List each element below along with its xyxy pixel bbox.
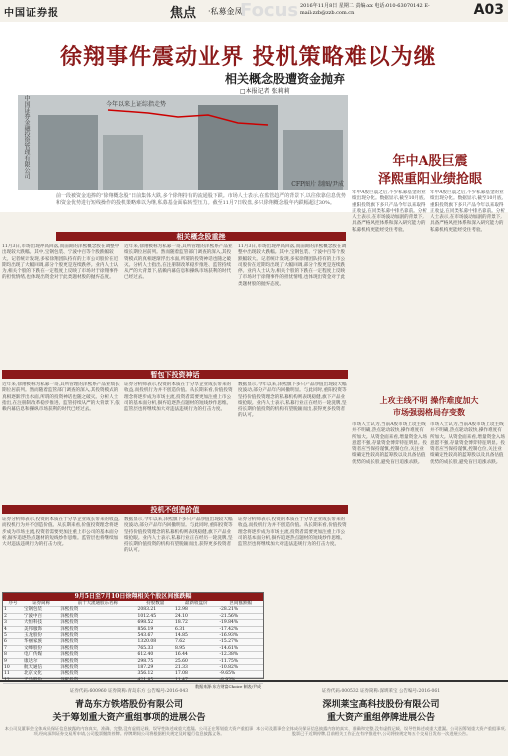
table-cell: 18.72: [174, 620, 219, 626]
table-body: [3, 607, 263, 684]
table-cell: 泽熙投资: [59, 677, 136, 683]
table-cell: 泽熙投资: [59, 633, 136, 639]
table-cell: 北京文化: [23, 671, 59, 677]
ad-left: [4, 688, 254, 756]
section-header-1: 相关概念股重挫: [56, 232, 346, 241]
table-cell: 5: [3, 633, 23, 639]
table-cell: 24.10: [174, 613, 219, 619]
table-cell: -15.27%: [218, 639, 263, 645]
header-meta: 2016年11月8日 星期二 责编:xx 电话:010-63070142 E-mail:zzb@zzb.com.cn: [300, 3, 430, 16]
table-cell: 421.85: [137, 677, 174, 683]
table-cell: 1320.08: [137, 639, 174, 645]
chart-side-label: 中国证券金融投资管理有限公司: [23, 95, 30, 179]
ad-right-body: 本公司及董事会全体成员保证信息披露内容的真实、准确和完整,没有虚假记载、误导性陈述或重大遗漏。公司因筹划重大资产重组事项,股票已于近期停牌,目前相关工作正在有序推进中,公司将按规定每五个交易日发布一次进展公告。: [256, 726, 506, 736]
page-number: A03: [473, 2, 504, 18]
table-cell: -9.65%: [218, 671, 263, 677]
subheadline: 相关概念股遭资金抛弃: [225, 72, 346, 86]
article-column-5: 证券分析师表示,投资的本质在于分享企业成长带来的收益,而投机行为并不创造价值。从长期来看,价值投资理念将逐步成为市场主流,投资者需要更加注重上市公司的基本面分析,摒弃追逐热点题材的短线炒作思维。监管层也将继续加大对违法违规行为的打击力度。: [124, 382, 233, 413]
table-cell: 6: [3, 639, 23, 645]
ad-left-title2: 关于筹划重大资产重组事项的进展公告: [52, 713, 206, 723]
table-cell: 泽熙投资: [59, 626, 136, 632]
right-section-header-2: 市场强弱格局存变数: [393, 407, 465, 417]
chart-caption: CFP图片 制图/尹成: [291, 181, 344, 188]
section-header-3: 投机不创造价值: [2, 505, 348, 514]
table-cell: 8.95: [174, 645, 219, 651]
table-cell: -11.75%: [218, 658, 263, 664]
table-cell: -28.21%: [218, 607, 263, 613]
chart-graphic: [18, 95, 348, 190]
table-cell: 宝钢包装: [23, 607, 59, 613]
ad-left-body: 本公司及董事会全体成员保证信息披露的内容真实、准确、完整,没有虚假记载、误导性陈述或重大遗漏。公司正在筹划重大资产重组事项,经向深圳证券交易所申请,公司股票继续停牌。停牌期间公司将根据相关规定及时履行信息披露义务。: [4, 726, 254, 736]
table-cell: 11: [3, 671, 23, 677]
table-cell: 8: [3, 652, 23, 658]
table-cell: 12.98: [174, 607, 219, 613]
table-cell: 17.08: [174, 671, 219, 677]
article-column-6: 数据显示,今年以来,泽熙旗下多只产品净值出现较大幅度波动,部分产品年内回撤明显。与此同时,重阳投资等坚持价值投资理念的私募机构则表现稳健,旗下产品业绩抢眼。业内人士表示,私募行业正在经历一轮洗牌,坚持长期价值投资的机构有望脱颖而出,获得更多投资者的认可。: [238, 382, 347, 419]
table-cell: 2083.21: [137, 607, 174, 613]
right-subheadline: 泽熙重阳业绩抢眼: [377, 172, 482, 187]
right-column-2: 年中A股巨震之后,不少私募基金的业绩出现分化。数据显示,截至10月底,重阳投资旗下多只产品今年以来取得正收益,在同类私募中排名靠前。分析人士表示,在市场波动加剧的背景下,具备严格风控体系和深入研究能力的私募机构更能经受住考验。: [430, 190, 505, 233]
table-cell: 泽熙投资: [59, 620, 136, 626]
table-cell: 天马股份: [23, 677, 59, 683]
table-cell: 856.19: [137, 626, 174, 632]
table-cell: 1012.45: [137, 613, 174, 619]
section-subtitle: ·私募金凤: [208, 7, 243, 16]
table-cell: 宁波中百: [23, 613, 59, 619]
table-cell: -10.82%: [218, 665, 263, 671]
intro-paragraph: 前一段被资金追捧的“徐翔概念股”日前集体大跌,多个徐翔持有的流通股下跌。市场人士表示,在监管趋严的背景下,以往依靠信息优势和资金优势进行短线操作的投机策略难以为继,私募基金面临转型压力。截至11月7日收盘,多只徐翔概念股年内跌幅超过30%。: [56, 193, 346, 206]
right-column-1: 年中A股巨震之后,不少私募基金的业绩出现分化。数据显示,截至10月底,重阳投资旗下多只产品今年以来取得正收益,在同类私募中排名靠前。分析人士表示,在市场波动加剧的背景下,具备严格风控体系和深入研究能力的私募机构更能经受住考验。: [352, 190, 427, 233]
focus-watermark: Focus: [240, 0, 299, 21]
table-cell: 7.62: [174, 639, 219, 645]
photo-chart: [18, 95, 348, 190]
table-cell: 187.29: [137, 665, 174, 671]
article-column-1: 11月3日,市场出现冲高回落,而前期的泽熙概念股在调整中出现较大跌幅。其中,宝钢包装、宁波中百等个股跌幅较大。记者统计发现,多家徐翔团队持有的上市公司股价在近期均出现了大幅回调,部分个股更是连续跌停。业内人士认为,相关个股的下跌在一定程度上反映了市场对于徐翔事件的担忧情绪,也体现出资金对于此类题材股的抛弃态度。: [2, 244, 120, 281]
table-cell: -21.56%: [218, 613, 263, 619]
table-cell: -16.93%: [218, 633, 263, 639]
table-cell: -19.84%: [218, 620, 263, 626]
table-cell: 21.33: [174, 665, 219, 671]
table-cell: 298.75: [137, 658, 174, 664]
table-header: 持股数量: [137, 601, 174, 607]
right-section-header-1: 上攻主线不明 操作难度加大: [379, 395, 479, 405]
table-cell: -12.38%: [218, 652, 263, 658]
table-cell: 华丽家族: [23, 639, 59, 645]
table-cell: 698.52: [137, 620, 174, 626]
ad-right: [256, 688, 506, 756]
article-column-9: 证券分析师表示,投资的本质在于分享企业成长带来的收益,而投机行为并不创造价值。从长期来看,价值投资理念将逐步成为市场主流,投资者需要更加注重上市公司的基本面分析,摒弃追逐热点题材的短线炒作思维。监管层也将继续加大对违法违规行为的打击力度。: [238, 517, 347, 548]
table-cell: 玉龙股份: [23, 633, 59, 639]
table-grid: [3, 601, 263, 684]
table-header: 最新收盘价: [174, 601, 219, 607]
right-column-3: 市场人士认为,当前A股市场上攻主线并不明确,热点轮动较快,操作难度有所加大。从资金面来看,增量资金入场意愿不强,存量资金博弈特征明显。投资者应当保持谨慎,控制仓位,关注业绩确定性较高的蓝筹股以及具备估值优势的成长股,避免盲目追涨杀跌。: [352, 422, 427, 465]
ad-left-title1: 青岛东方铁塔股份有限公司: [74, 700, 183, 710]
table-cell: 4: [3, 626, 23, 632]
table-cell: 16.44: [174, 652, 219, 658]
table-cell: 7: [3, 645, 23, 651]
table-cell: 612.40: [137, 652, 174, 658]
table-cell: 9: [3, 658, 23, 664]
byline: □本报记者 张莉莉: [240, 88, 290, 95]
paper-name: 中国证券报: [4, 8, 59, 19]
table-cell: 航天通信: [23, 665, 59, 671]
table-cell: -17.42%: [218, 626, 263, 632]
table-cell: 356.12: [137, 671, 174, 677]
chart-title: 今年以来上证综指走势: [106, 101, 167, 108]
table-title: 9月5日至7月10日徐翔相关个股区间涨跌幅: [3, 593, 263, 601]
masthead: [0, 0, 508, 23]
table-cell: 2: [3, 613, 23, 619]
article-column-7: 证券分析师表示,投资的本质在于分享企业成长带来的收益,而投机行为并不创造价值。从长期来看,价值投资理念将逐步成为市场主流,投资者需要更加注重上市公司的基本面分析,摒弃追逐热点题材的短线炒作思维。监管层也将继续加大对违法违规行为的打击力度。: [2, 517, 120, 548]
table-cell: 14.85: [174, 633, 219, 639]
table-cell: 康达尔: [23, 658, 59, 664]
ad-left-meta: 证券代码:600960 证券简称:青岛东方 公告编号:2016-043: [69, 689, 189, 694]
article-column-2: 近年来,徐翔被称为私募一哥,其所管理的泽熙系产品业绩长期位居前列。然而随着监管部门调查的深入,其投资模式的真相逐渐浮出水面,所谓的投资神话也随之破灭。分析人士指出,在注册制改革稳步推进、监管持续从严的大背景下,依赖内幕信息和操纵市场获利的时代已经过去。: [124, 244, 233, 281]
ad-right-meta: 证券代码:000532 证券简称:深圳莱宝 公告编号:2016-061: [321, 689, 441, 694]
table-cell: 543.67: [137, 633, 174, 639]
table-header: 前十大流通股东名称: [59, 601, 136, 607]
table-cell: 泽熙投资: [59, 671, 136, 677]
table-cell: 电广传媒: [23, 652, 59, 658]
table-cell: 1: [3, 607, 23, 613]
section-title: 焦点: [170, 6, 197, 21]
article-column-4: 近年来,徐翔被称为私募一哥,其所管理的泽熙系产品业绩长期位居前列。然而随着监管部门调查的深入,其投资模式的真相逐渐浮出水面,所谓的投资神话也随之破灭。分析人士指出,在注册制改革稳步推进、监管持续从严的大背景下,依赖内幕信息和操纵市场获利的时代已经过去。: [2, 382, 120, 413]
table-cell: 泽熙投资: [59, 613, 136, 619]
ad-right-title2: 重大资产重组停牌进展公告: [326, 713, 435, 723]
table-header: 证券简称: [23, 601, 59, 607]
table-cell: 3: [3, 620, 23, 626]
table-cell: 泽熙投资: [59, 639, 136, 645]
ad-right-title1: 深圳莱宝高科技股份有限公司: [322, 700, 440, 710]
table-header: 序号: [3, 601, 23, 607]
article-column-3: 11月3日,市场出现冲高回落,而前期的泽熙概念股在调整中出现较大跌幅。其中,宝钢包装、宁波中百等个股跌幅较大。记者统计发现,多家徐翔团队持有的上市公司股价在近期均出现了大幅回调,部分个股更是连续跌停。业内人士认为,相关个股的下跌在一定程度上反映了市场对于徐翔事件的担忧情绪,也体现出资金对于此类题材股的抛弃态度。: [238, 244, 347, 287]
table-cell: 大恒科技: [23, 620, 59, 626]
table-header: 区间涨跌幅: [218, 601, 263, 607]
article-column-8: 数据显示,今年以来,泽熙旗下多只产品净值出现较大幅度波动,部分产品年内回撤明显。与此同时,重阳投资等坚持价值投资理念的私募机构则表现稳健,旗下产品业绩抢眼。业内人士表示,私募行业正在经历一轮洗牌,坚持长期价值投资的机构有望脱颖而出,获得更多投资者的认可。: [124, 517, 233, 554]
table-cell: 美邦服饰: [23, 626, 59, 632]
table-cell: -14.61%: [218, 645, 263, 651]
table-note: 数据来源:东方财富Choice 制表/尹成: [195, 684, 261, 690]
table-cell: 泽熙投资: [59, 652, 136, 658]
section-header-2: 暂包下投资神话: [2, 370, 348, 379]
right-column-4: 市场人士认为,当前A股市场上攻主线并不明确,热点轮动较快,操作难度有所加大。从资金面来看,增量资金入场意愿不强,存量资金博弈特征明显。投资者应当保持谨慎,控制仓位,关注业绩确定性较高的蓝筹股以及具备估值优势的成长股,避免盲目追涨杀跌。: [430, 422, 505, 465]
table-cell: 765.33: [137, 645, 174, 651]
right-headline: 年中A股巨震: [392, 154, 468, 169]
table-cell: 泽熙投资: [59, 607, 136, 613]
table-cell: 12: [3, 677, 23, 683]
table-cell: -8.93%: [218, 677, 263, 683]
table-cell: 25.60: [174, 658, 219, 664]
data-table: [2, 592, 264, 690]
table-cell: 10: [3, 665, 23, 671]
bottom-ads: [0, 680, 508, 752]
table-cell: 泽熙投资: [59, 658, 136, 664]
table-cell: 泽熙投资: [59, 645, 136, 651]
table-cell: 泽熙投资: [59, 665, 136, 671]
table-cell: 11.47: [174, 677, 219, 683]
table-cell: 6.31: [174, 626, 219, 632]
table-cell: 文峰股份: [23, 645, 59, 651]
headline: 徐翔事件震动业界 投机策略难以为继: [60, 44, 437, 70]
